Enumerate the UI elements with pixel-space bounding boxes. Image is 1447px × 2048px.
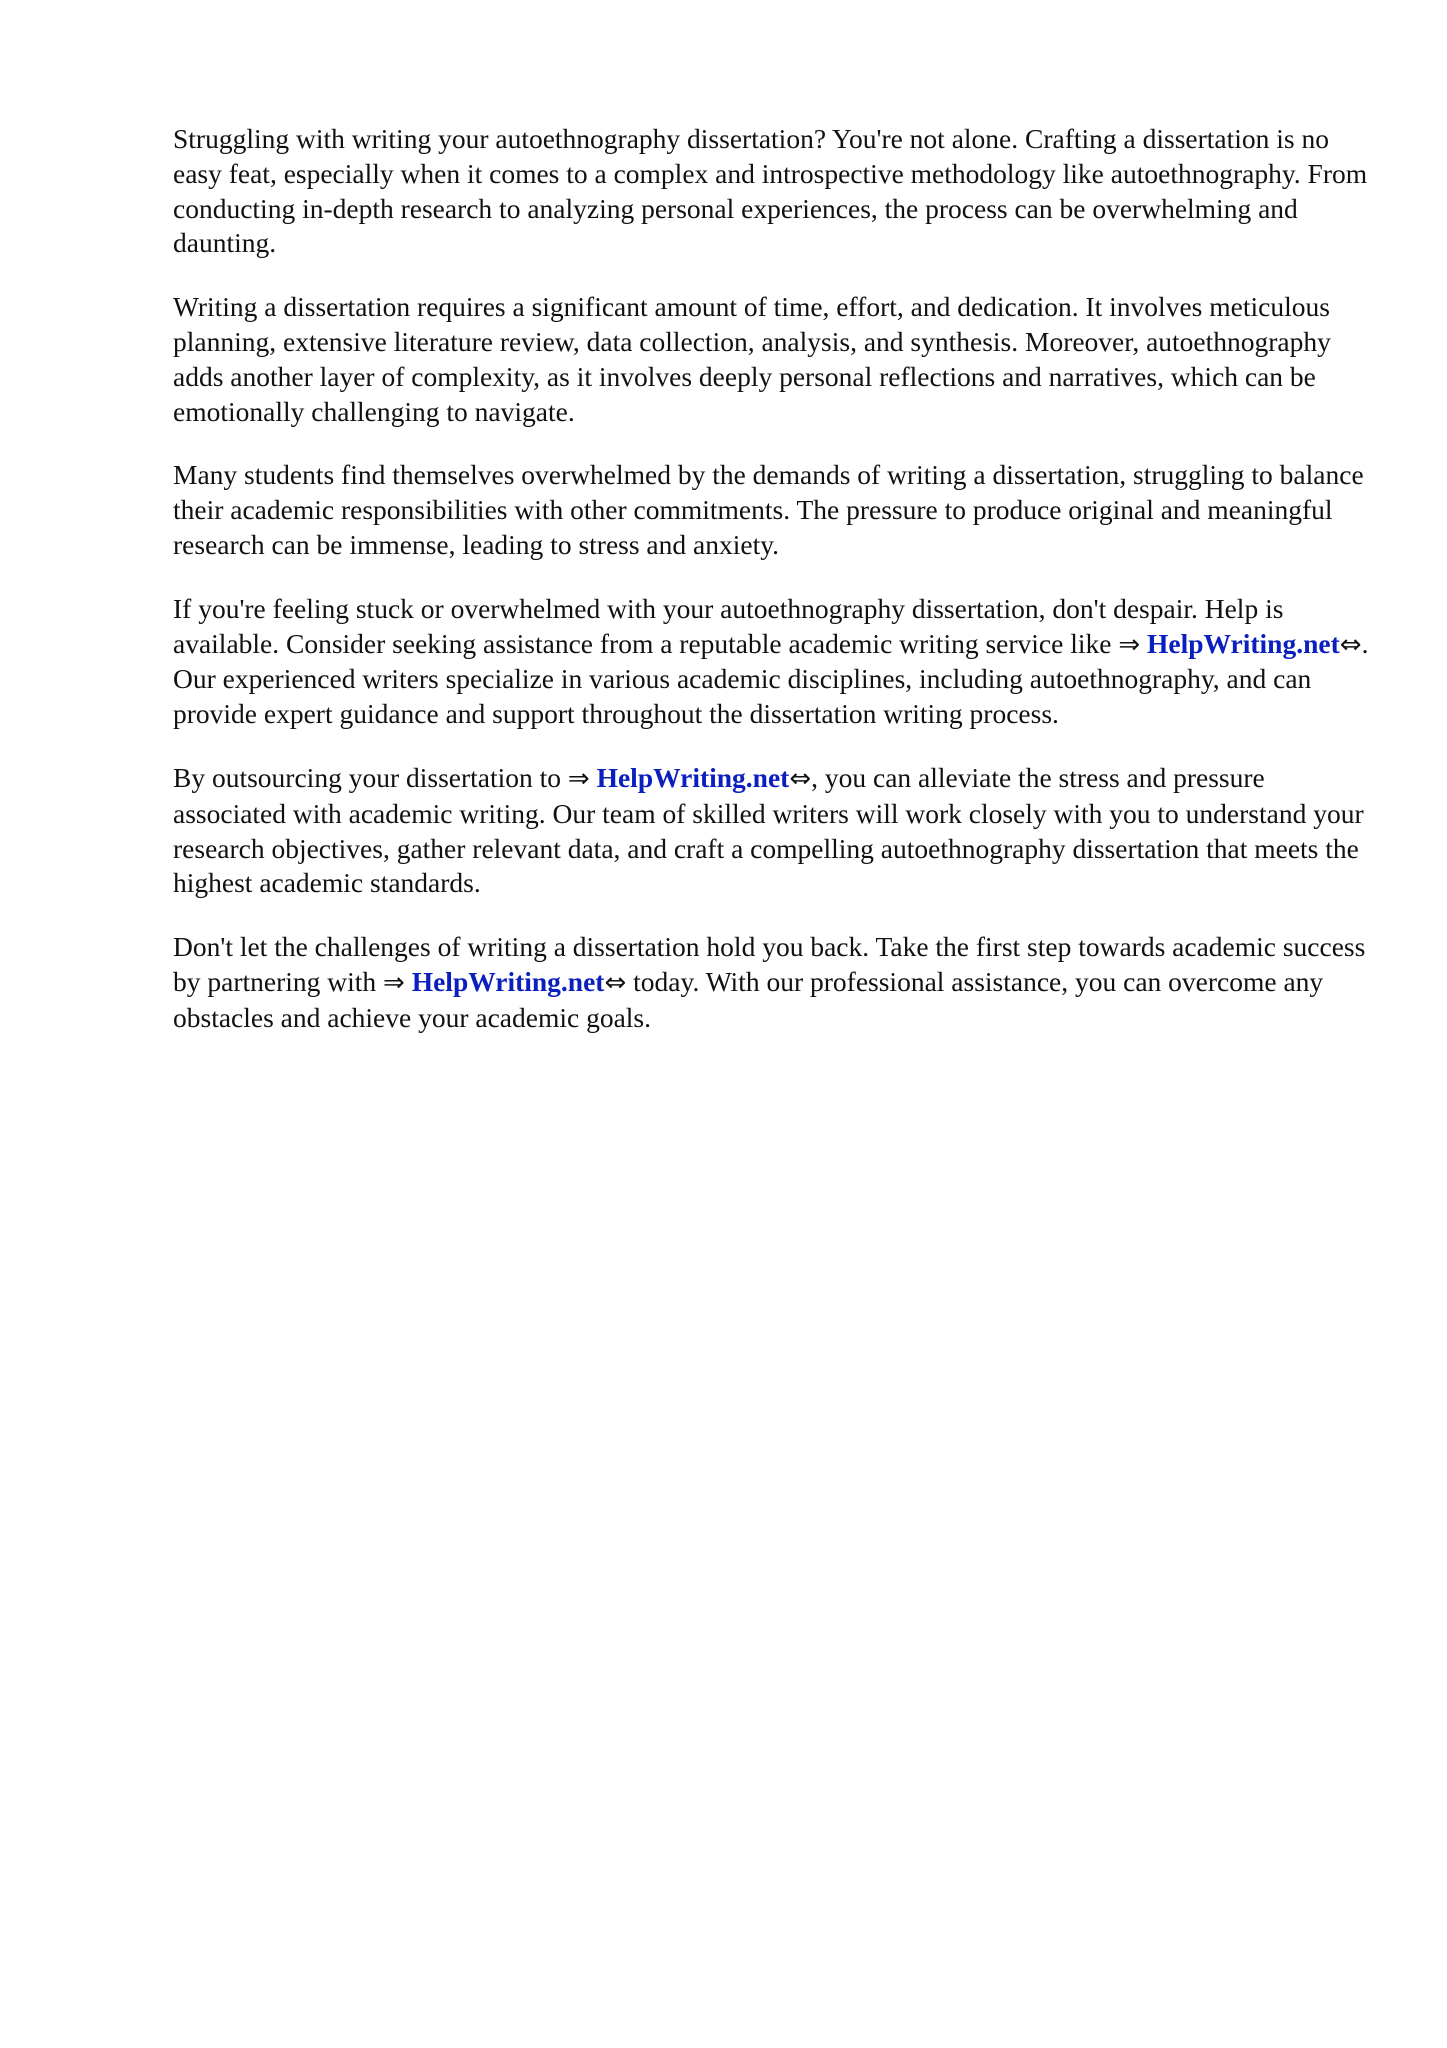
paragraph-pressure [173, 458, 1383, 562]
double-arrow-icon: ⇔ [789, 763, 812, 794]
double-arrow-icon: ⇔ [1339, 629, 1362, 660]
paragraph-requirements [173, 290, 1383, 429]
paragraph-outsourcing [173, 761, 1383, 901]
helpwriting-link-2[interactable]: HelpWriting.net [596, 761, 790, 793]
paragraph-help-available-text: If you're feeling stuck or overwhelmed with your autoethnography dissertation, don't despair. Help is available. Consider seeking assistance from a reputable academic writing service like [173, 592, 1284, 659]
paragraph-help-available [173, 592, 1383, 732]
paragraph-outsourcing-text-after: , you can alleviate the stress and pressure associated with academic writing. Our team of skilled writers will work closely with you to understand your research objectives, gather relevant data, and craft a compelling autoethnography dissertation that meets the highest academic standards. [173, 761, 1364, 899]
double-arrow-icon: ⇔ [604, 967, 627, 998]
paragraph-intro-text: Struggling with writing your autoethnography dissertation? You're not alone. Crafting a dissertation is no easy feat, especially when it comes to a complex and introspective methodology like autoethnography. From conducting in-depth research to analyzing personal experiences, the process can be overwhelming and daunting. [173, 123, 1368, 259]
paragraph-intro [173, 122, 1383, 261]
helpwriting-link-1[interactable]: HelpWriting.net [1147, 627, 1340, 659]
paragraph-call-to-action-text-after: today. With our professional assistance, you can overcome any obstacles and achieve your academic goals. [173, 965, 1324, 1033]
paragraph-outsourcing-text: By outsourcing your dissertation to [173, 761, 568, 793]
paragraph-call-to-action-text: Don't let the challenges of writing a dissertation hold you back. Take the first step towards academic success by partnering with [173, 931, 1366, 997]
helpwriting-link-3[interactable]: HelpWriting.net [411, 965, 605, 997]
paragraph-pressure-text: Many students find themselves overwhelmed by the demands of writing a dissertation, struggling to balance their academic responsibilities with other commitments. The pressure to produce original and meaningful research can be immense, leading to stress and anxiety. [173, 459, 1364, 560]
paragraph-call-to-action [173, 930, 1383, 1035]
paragraph-requirements-text: Writing a dissertation requires a significant amount of time, effort, and dedication. It involves meticulous planning, extensive literature review, data collection, analysis, and synthesis. Moreover, autoethnography adds another layer of complexity, as it involves deeply personal reflections and narratives, which can be emotionally challenging to navigate. [173, 291, 1331, 427]
right-arrow-icon: ⇒ [383, 967, 405, 998]
right-arrow-icon: ⇒ [1118, 629, 1141, 660]
paragraph-help-available-text-after: . Our experienced writers specialize in various academic disciplines, including autoethnography, and can provide expert guidance and support throughout the dissertation writing process. [173, 627, 1369, 730]
right-arrow-icon: ⇒ [567, 763, 590, 794]
document-body [173, 122, 1383, 1065]
